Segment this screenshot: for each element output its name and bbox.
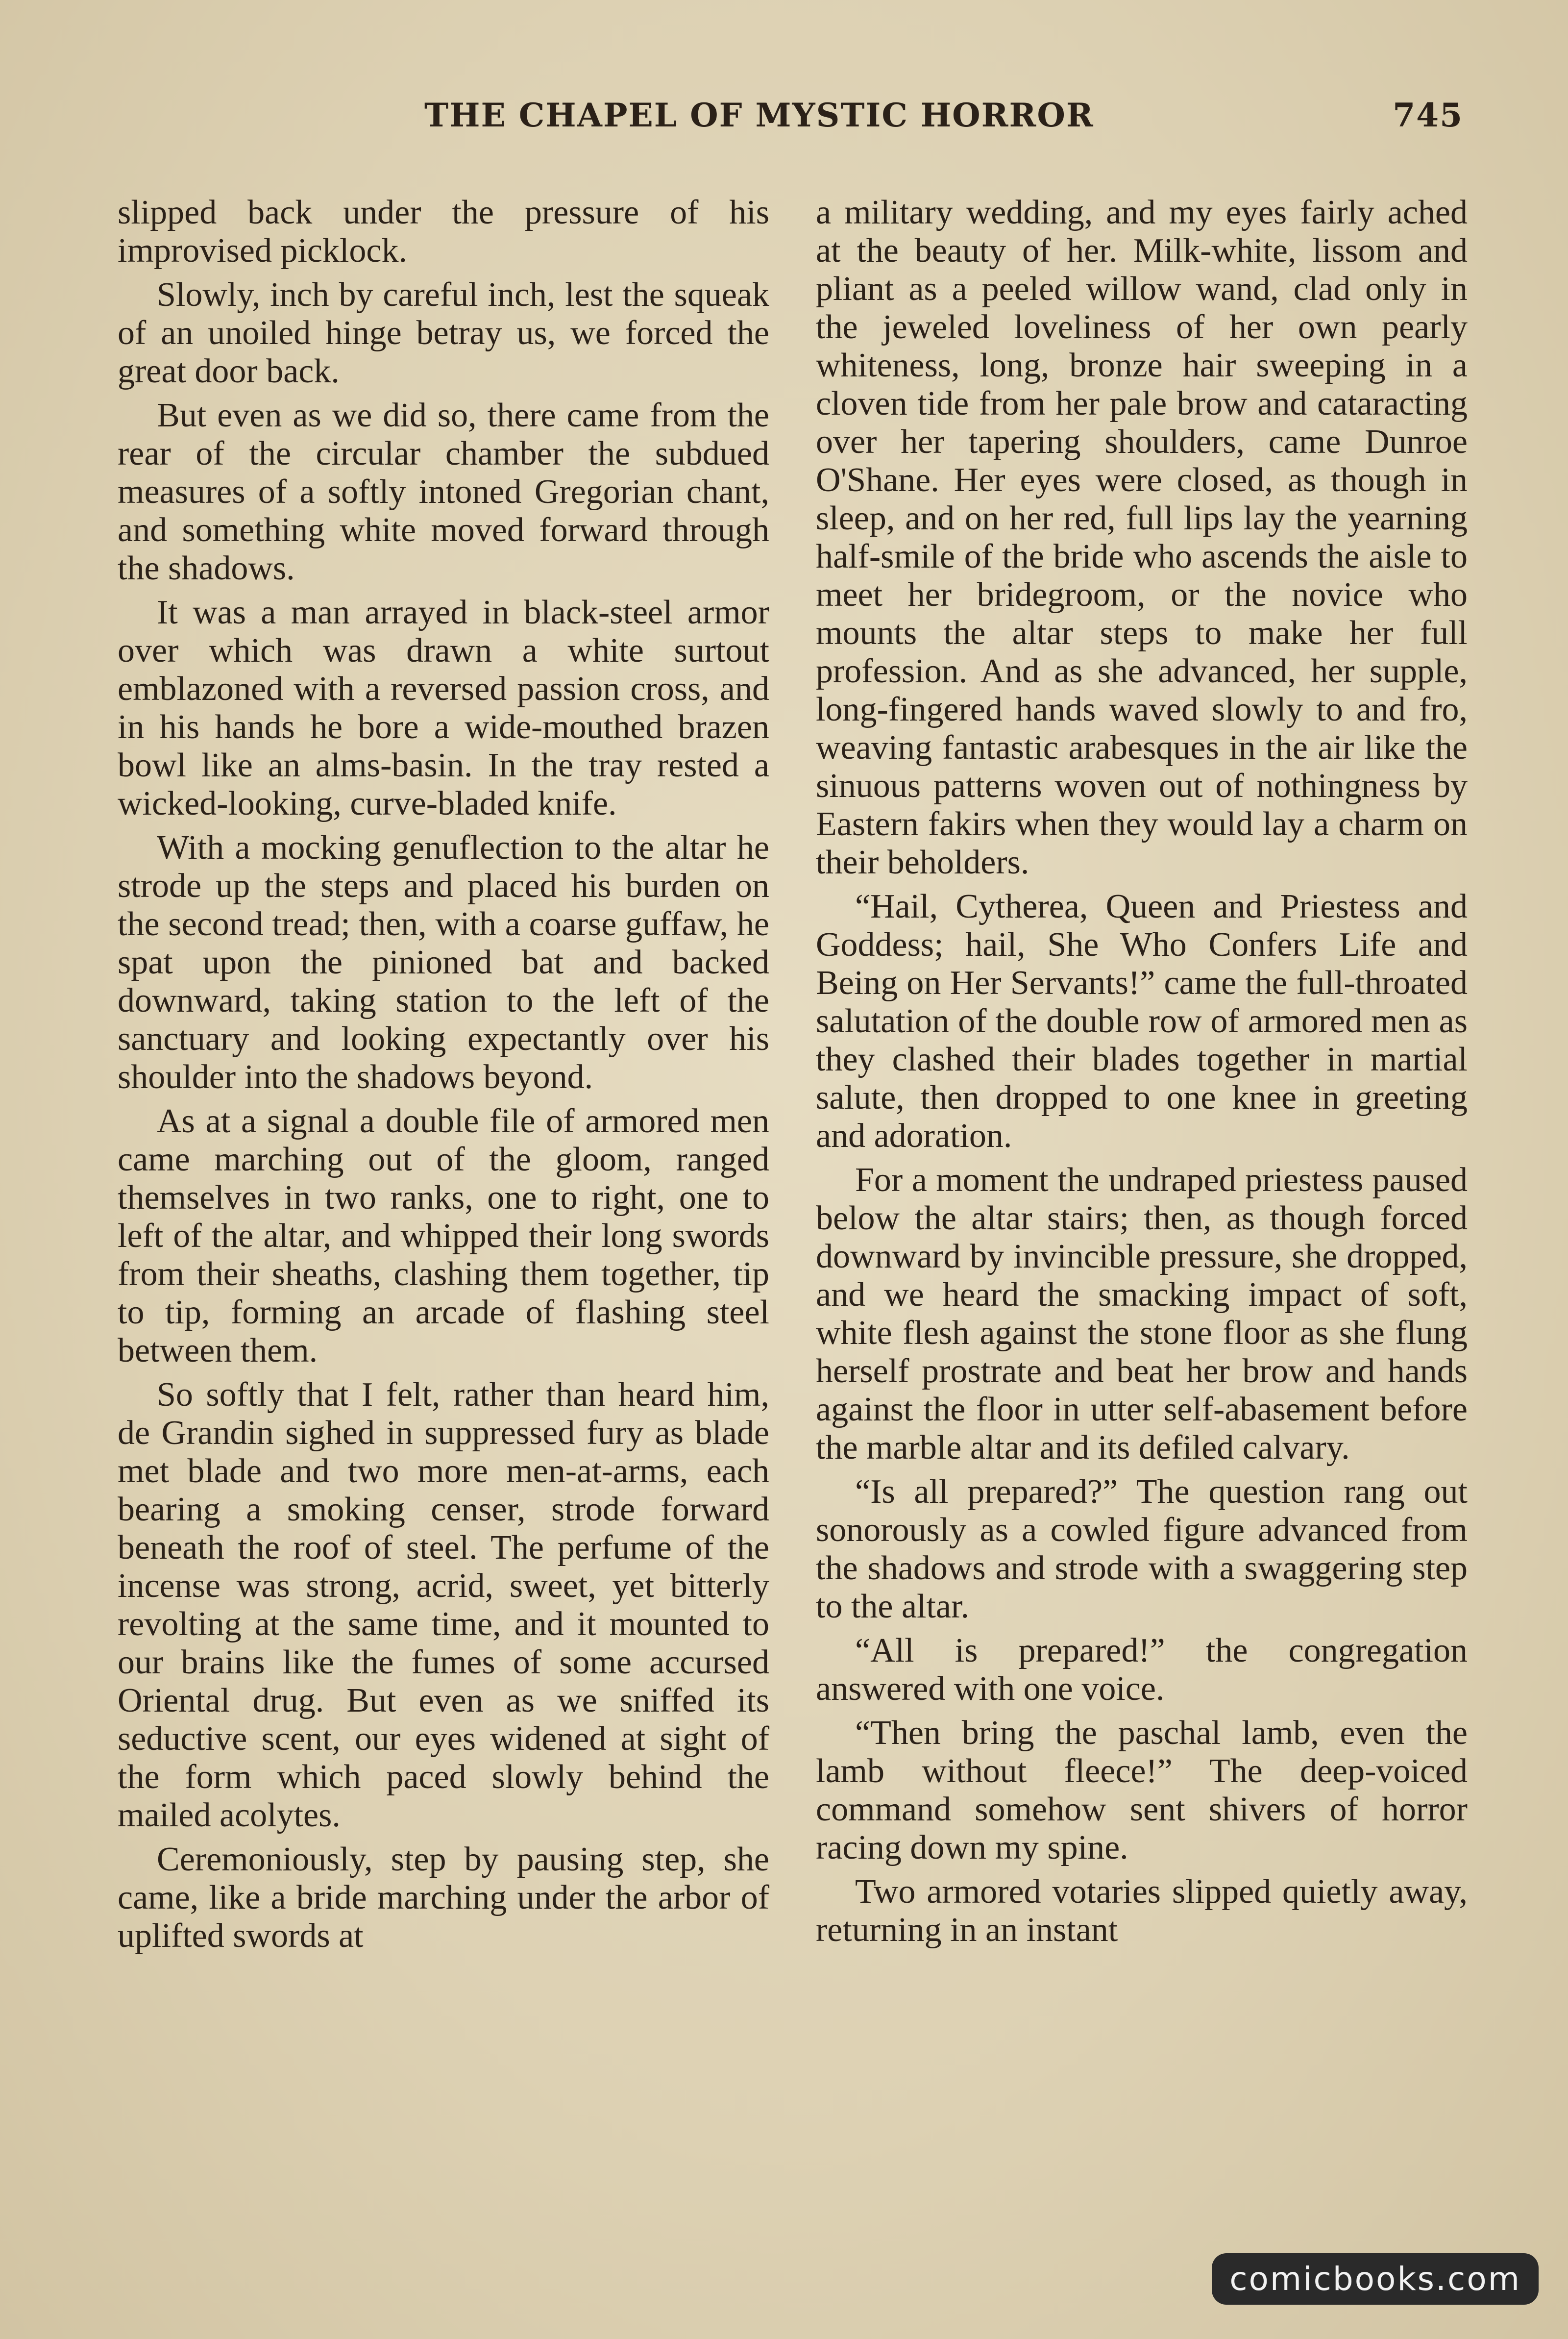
- paragraph: As at a signal a double file of armored men came marching out of the gloom, ranged themselves in two ranks, one to right, one to left of the altar, and whipped their long swords from their sheaths, clashing them together, tip to tip, forming an arcade of flashing steel between them.: [118, 1102, 769, 1369]
- paragraph: With a mocking genuflection to the altar he strode up the steps and placed his burden on the second tread; then, with a coarse guffaw, he spat upon the pinioned bat and backed downward, taking station to the left of the sanctuary and looking expectantly over his shoulder into the shadows beyond.: [118, 829, 769, 1096]
- paragraph: Ceremoniously, step by pausing step, she came, like a bride marching under the arbor of uplifted swords at: [118, 1841, 769, 1955]
- paragraph: “All is prepared!” the congregation answered with one voice.: [816, 1632, 1468, 1708]
- paragraph: So softly that I felt, rather than heard him, de Grandin sighed in suppressed fury as blade met blade and two more men-at-arms, each bearing a smoking censer, strode forward beneath the roof of steel. The perfume of the incense was strong, acrid, sweet, yet bitterly revolting at the same time, and it mounted to our brains like the fumes of some accursed Oriental drug. But even as we sniffed its seductive scent, our eyes widened at sight of the form which paced slowly behind the mailed acolytes.: [118, 1376, 769, 1834]
- paragraph: a military wedding, and my eyes fairly ached at the beauty of her. Milk-white, lissom and pliant as a peeled willow wand, clad only in the jeweled loveliness of her own pearly whiteness, long, bronze hair sweeping in a cloven tide from her pale brow and cataracting over her tapering shoulders, came Dunroe O'Shane. Her eyes were closed, as though in sleep, and on her red, full lips lay the yearning half-smile of the bride who ascends the aisle to meet her bridegroom, or the novice who mounts the altar steps to make her full profession. And as she advanced, her supple, long-fingered hands waved slowly to and fro, weaving fantastic arabesques in the air like the sinuous patterns woven out of nothingness by Eastern fakirs when they would lay a charm on their beholders.: [816, 194, 1468, 881]
- paragraph: Two armored votaries slipped quietly away, returning in an instant: [816, 1873, 1468, 1949]
- left-column: [118, 194, 769, 1961]
- paragraph: It was a man arrayed in black-steel armor over which was drawn a white surtout emblazoned with a reversed passion cross, and in his hands he bore a wide-mouthed brazen bowl like an alms-basin. In the tray rested a wicked-looking, curve-bladed knife.: [118, 594, 769, 822]
- watermark-badge: comicbooks.com: [1212, 2253, 1539, 2305]
- paragraph: “Then bring the paschal lamb, even the lamb without fleece!” The deep-voiced command somehow sent shivers of horror racing down my spine.: [816, 1714, 1468, 1866]
- page-number: 745: [1393, 96, 1463, 134]
- paragraph: “Hail, Cytherea, Queen and Priestess and Goddess; hail, She Who Confers Life and Being on Her Servants!” came the full-throated salutation of the double row of armored men as they clashed their blades together in martial salute, then dropped to one knee in greeting and adoration.: [816, 888, 1468, 1155]
- paragraph: For a moment the undraped priestess paused below the altar stairs; then, as though forced downward by invincible pressure, she dropped, and we heard the smacking impact of soft, white flesh against the stone floor as she flung herself prostrate and beat her brow and hands against the floor in utter self-abasement before the marble altar and its defiled calvary.: [816, 1161, 1468, 1467]
- paragraph: slipped back under the pressure of his improvised picklock.: [118, 194, 769, 270]
- right-column: [816, 194, 1468, 1955]
- running-title: THE CHAPEL OF MYSTIC HORROR: [424, 96, 1094, 134]
- paragraph: Slowly, inch by careful inch, lest the squeak of an unoiled hinge betray us, we forced the great door back.: [118, 276, 769, 390]
- paragraph: But even as we did so, there came from the rear of the circular chamber the subdued measures of a softly intoned Gregorian chant, and something white moved forward through the shadows.: [118, 397, 769, 587]
- paragraph: “Is all prepared?” The question rang out sonorously as a cowled figure advanced from the shadows and strode with a swaggering step to the altar.: [816, 1473, 1468, 1625]
- page-header: [116, 96, 1463, 145]
